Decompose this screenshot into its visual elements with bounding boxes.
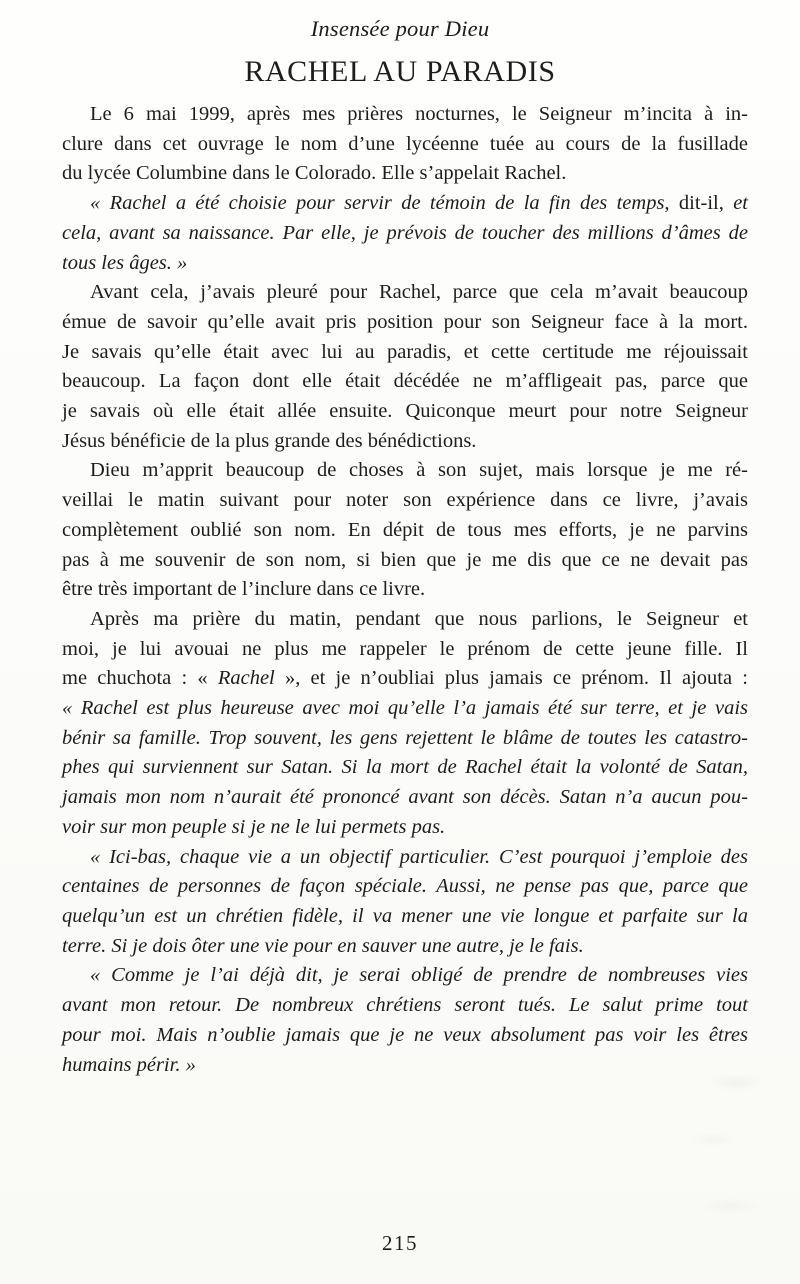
chapter-title: RACHEL AU PARADIS <box>244 55 556 88</box>
text-line <box>62 575 748 605</box>
text-line <box>62 813 748 843</box>
paragraph <box>62 605 748 843</box>
body-text: je savais où elle était allée ensuite. Quiconque meurt pour notre Seigneur <box>62 400 748 423</box>
paragraph <box>62 189 748 278</box>
text-line <box>62 961 748 991</box>
text-line <box>62 635 748 665</box>
italic-text: voir sur mon peuple si je ne le lui permets pas. <box>62 815 446 838</box>
text-line <box>62 219 748 249</box>
text-line <box>62 932 748 962</box>
text-line <box>62 397 748 427</box>
text-line <box>62 753 748 783</box>
text-line <box>62 456 748 486</box>
page-body <box>62 100 748 1080</box>
italic-text: jamais mon nom n’aurait été prononcé avant son décès. Satan n’a aucun pou- <box>62 786 748 809</box>
body-text: Dieu m’apprit beaucoup de choses à son sujet, mais lorsque je me ré- <box>90 459 748 482</box>
text-line <box>62 308 748 338</box>
text-line <box>62 486 748 516</box>
body-text: pas à me souvenir de son nom, si bien que je me dis que ce ne devait pas <box>62 548 748 571</box>
body-text: moi, je lui avouai ne plus me rappeler le prénom de cette jeune fille. Il <box>62 637 748 660</box>
text-line <box>62 278 748 308</box>
text-line <box>62 189 748 219</box>
running-head: Insensée pour Dieu <box>310 16 490 41</box>
italic-text: « Ici-bas, chaque vie a un objectif particulier. C’est pourquoi j’emploie des <box>90 845 748 868</box>
text-line <box>62 1051 748 1081</box>
body-text: Avant cela, j’avais pleuré pour Rachel, parce que cela m’avait beaucoup <box>90 281 748 304</box>
text-line <box>62 159 748 189</box>
text-line <box>62 872 748 902</box>
text-line <box>62 100 748 130</box>
body-text: Jésus bénéficie de la plus grande des bénédictions. <box>62 429 477 452</box>
text-line <box>62 516 748 546</box>
italic-text: et <box>733 192 748 215</box>
body-text: Je savais qu’elle était avec lui au paradis, et cette certitude me réjouissait <box>62 340 748 363</box>
paragraph <box>62 456 748 605</box>
italic-text: cela, avant sa naissance. Par elle, je prévois de toucher des millions d’âmes de <box>62 221 748 244</box>
body-text: Après ma prière du matin, pendant que nous parlions, le Seigneur et <box>90 607 748 630</box>
italic-text: tous les âges. » <box>62 251 188 274</box>
text-line <box>62 664 748 694</box>
body-text: », et je n’oubliai plus jamais ce prénom. Il ajouta : <box>274 667 748 690</box>
text-line <box>62 338 748 368</box>
body-text: émue de savoir qu’elle avait pris position pour son Seigneur face à la mort. <box>62 310 748 333</box>
text-line <box>62 843 748 873</box>
text-line <box>62 1021 748 1051</box>
italic-text: bénir sa famille. Trop souvent, les gens rejettent le blâme de toutes les catastro- <box>62 726 748 749</box>
text-line <box>62 902 748 932</box>
text-line <box>62 130 748 160</box>
italic-text: pour moi. Mais n’oublie jamais que je ne veux absolument pas voir les êtres <box>62 1023 748 1046</box>
body-text: clure dans cet ouvrage le nom d’une lycéenne tuée au cours de la fusillade <box>62 132 748 155</box>
body-text: beaucoup. La façon dont elle était décédée ne m’affligeait pas, parce que <box>62 370 748 393</box>
paragraph <box>62 843 748 962</box>
text-line <box>62 724 748 754</box>
italic-text: « Rachel a été choisie pour servir de témoin de la fin des temps, <box>90 192 670 215</box>
italic-text: humains périr. » <box>62 1053 196 1076</box>
text-line <box>62 605 748 635</box>
page-number: 215 <box>382 1231 418 1255</box>
body-text: complètement oublié son nom. En dépit de tous mes efforts, je ne parvins <box>62 518 748 541</box>
italic-text: Rachel <box>217 667 275 690</box>
body-text: veillai le matin suivant pour noter son expérience dans ce livre, j’avais <box>62 489 748 512</box>
body-text: me chuchota : « <box>62 667 218 690</box>
body-text: dit-il, <box>669 192 734 215</box>
italic-text: phes qui surviennent sur Satan. Si la mort de Rachel était la volonté de Satan, <box>62 756 748 779</box>
text-line <box>62 546 748 576</box>
paragraph <box>62 278 748 456</box>
body-text: Le 6 mai 1999, après mes prières nocturnes, le Seigneur m’incita à in- <box>90 103 748 125</box>
paragraph <box>62 961 748 1080</box>
italic-text: avant mon retour. De nombreux chrétiens seront tués. Le salut prime tout <box>62 994 748 1017</box>
text-line <box>62 427 748 457</box>
text-line <box>62 991 748 1021</box>
italic-text: centaines de personnes de façon spéciale. Aussi, ne pense pas que, parce que <box>62 875 748 898</box>
body-text: être très important de l’inclure dans ce livre. <box>62 578 426 601</box>
italic-text: terre. Si je dois ôter une vie pour en sauver une autre, je le fais. <box>62 934 584 957</box>
text-line <box>62 783 748 813</box>
italic-text: « Rachel est plus heureuse avec moi qu’elle l’a jamais été sur terre, et je vais <box>62 697 748 720</box>
paragraph <box>62 100 748 189</box>
body-text: du lycée Columbine dans le Colorado. Elle s’appelait Rachel. <box>62 162 567 185</box>
italic-text: quelqu’un est un chrétien fidèle, il va mener une vie longue et parfaite sur la <box>62 904 748 927</box>
italic-text: « Comme je l’ai déjà dit, je serai obligé de prendre de nombreuses vies <box>90 964 748 987</box>
text-line <box>62 367 748 397</box>
text-line <box>62 694 748 724</box>
text-line <box>62 249 748 279</box>
